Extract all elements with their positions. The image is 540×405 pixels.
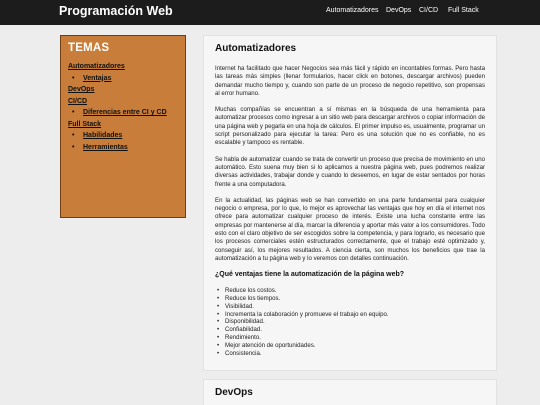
list-item-text: Reduce los costos. — [225, 287, 277, 295]
list-item — [217, 334, 485, 342]
bullet-icon: • — [217, 295, 220, 303]
section-title: Automatizadores — [215, 43, 297, 54]
list-item-text: Confiabilidad. — [225, 326, 262, 334]
list-item-text: Rendimiento. — [225, 334, 261, 342]
section-title: DevOps — [215, 387, 253, 398]
bullet-icon: • — [217, 349, 220, 357]
bullet-icon: • — [217, 341, 220, 349]
bullet-icon: • — [217, 287, 220, 295]
brand-link[interactable]: Programación Web — [59, 4, 173, 18]
bullet-icon: • — [217, 310, 220, 318]
list-item — [217, 342, 485, 350]
sidebar-link-devops[interactable]: DevOps — [68, 86, 95, 93]
list-item-text: Disponibilidad. — [225, 318, 265, 326]
bullet-icon: • — [72, 74, 75, 82]
sidebar-item-full-stack — [68, 119, 178, 131]
sidebar-title: TEMAS — [68, 42, 110, 54]
top-navbar — [0, 0, 540, 25]
paragraph: Muchas compañías se encuentran a sí mismas en la búsqueda de una herramienta para automatizar procesos como ingresar a un sitio web para descargar archivos o copiar información de una página web y pegarla en una hoja de cálculos. El primer impulso es, usualmente, programar un script personalizado para ejecutar la tarea: Pero es una solución que no es confiable, no es escalable y tampoco es rentable. — [215, 106, 485, 147]
list-item-text: Consistencia. — [225, 349, 262, 357]
bullet-icon: • — [217, 334, 220, 342]
list-item — [217, 318, 485, 326]
bullet-icon: • — [217, 302, 220, 310]
paragraph: En la actualidad, las páginas web se han convertido en una parte fundamental para cualquier negocio o empresa, por lo que, lo mejor es aprovechar las ventajas que hoy en día el internet nos ofrece para automatizar cualquier proceso de interés. Existe una lucha constante entre las empresas por mantenerse al día, marcar la diferencia y aportar más valor a los consumidores. Todo esto con el claro objetivo de ser escogidos sobre la competencia, y para lograrlo, es necesario que los procesos comerciales estén estructurados correctamente, que el trabajo esté optimizado y, conseguir así, los mejores resultados. A ciencia cierta, son muchos los beneficios que trae la automatización a tu página web y lo veremos con detalles continuación. — [215, 196, 485, 262]
sidebar-link-ventajas[interactable]: Ventajas — [83, 74, 112, 82]
nav-link-automatizadores[interactable]: Automatizadores — [326, 7, 379, 14]
sidebar-item-devops — [68, 84, 178, 96]
bullet-icon: • — [217, 326, 220, 334]
bullet-icon: • — [72, 143, 75, 151]
devops-section — [203, 379, 497, 405]
sidebar-item-habilidades — [68, 130, 178, 142]
paragraph: Se habla de automatizar cuando se trata de convertir un proceso que precisa de movimiento en uno automático. Esto suena muy bien si lo aplicamos a nuestra página web, pues podremos realizar diversas actividades, trabajar donde y cuando lo deseemos, en lugar de estar sentados por horas frente a una computadora. — [215, 155, 485, 188]
nav-link-devops[interactable]: DevOps — [386, 7, 412, 14]
nav-links — [0, 7, 540, 19]
sidebar-link-full-stack[interactable]: Full Stack — [68, 120, 102, 128]
list-item — [217, 350, 485, 358]
advantages-list — [215, 287, 485, 357]
sidebar-item-herramientas — [68, 142, 178, 154]
list-item — [217, 303, 485, 311]
section-subtitle: ¿Qué ventajas tiene la automatización de la página web? — [215, 271, 405, 279]
list-item-text: Mejor atención de oportunidades. — [225, 341, 316, 349]
sidebar-link-diferencias[interactable]: Diferencias entre CI y CD — [83, 109, 167, 116]
list-item — [217, 295, 485, 303]
bullet-icon: • — [72, 132, 75, 139]
list-item-text: Visibilidad. — [225, 302, 255, 310]
automatizadores-section — [203, 35, 497, 371]
list-item-text: Reduce los tiempos. — [225, 295, 281, 303]
bullet-icon: • — [217, 318, 220, 326]
sidebar-item-automatizadores — [68, 61, 178, 73]
list-item — [217, 311, 485, 319]
topics-sidebar — [60, 35, 186, 218]
nav-link-ci-cd[interactable]: CI/CD — [419, 7, 439, 14]
sidebar-link-ci-cd[interactable]: CI/CD — [68, 97, 88, 105]
sidebar-item-diferencias — [68, 107, 178, 119]
list-item — [217, 326, 485, 334]
sidebar-item-ventajas — [68, 73, 178, 85]
sidebar-link-habilidades[interactable]: Habilidades — [83, 132, 123, 139]
paragraph: Internet ha facilitado que hacer Negocios sea más fácil y rápido en incontables formas. Pero hasta las tareas más simples (llenar formularios, hacer click en botones, descargar archivos) pueden demandar mucho tiempo y, cuando son parte de un proceso de negocio repetitivo, son propensas al error humano. — [215, 65, 485, 97]
list-item — [217, 287, 485, 295]
topics-list — [68, 61, 178, 153]
sidebar-link-automatizadores[interactable]: Automatizadores — [68, 63, 125, 70]
nav-link-full-stack[interactable]: Full Stack — [448, 7, 479, 14]
sidebar-item-ci-cd — [68, 96, 178, 108]
bullet-icon: • — [72, 109, 75, 116]
sidebar-link-herramientas[interactable]: Herramientas — [83, 143, 128, 151]
list-item-text: Incrementa la colaboración y promueve el trabajo en equipo. — [225, 310, 389, 318]
